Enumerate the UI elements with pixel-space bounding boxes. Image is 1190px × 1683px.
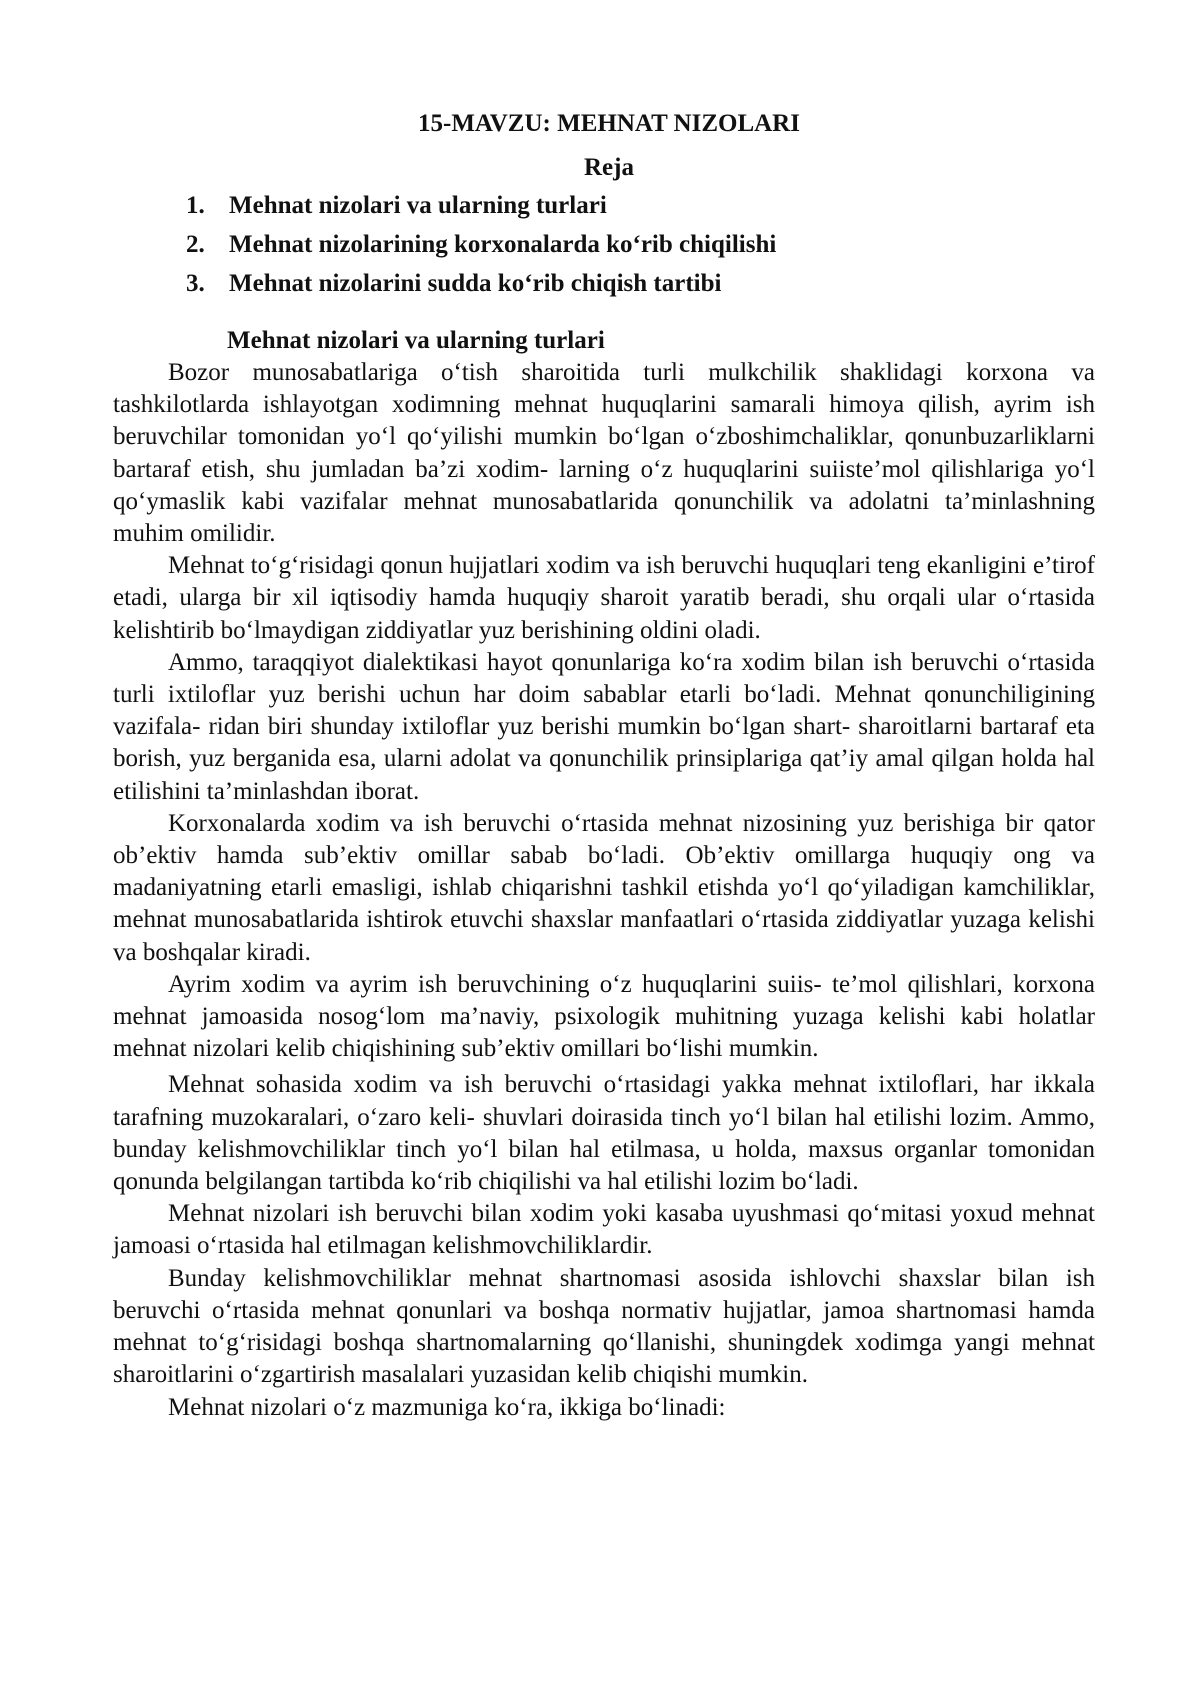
paragraph: Ayrim xodim va ayrim ish beruvchining o‘z huquqlarini suiis- te’mol qilishlari, korxona mehnat jamoasida nosog‘lom ma’naviy, psixologik muhitning yuzaga kelishi kabi holatlar mehnat nizolari kelib chiqishining sub’ektiv omillari bo‘lishi mumkin.: [113, 970, 1095, 1063]
document-title: 15-MAVZU: MEHNAT NIZOLARI: [418, 110, 800, 137]
paragraph: Bunday kelishmovchiliklar mehnat shartnomasi asosida ishlovchi shaxslar bilan ish beruvchi o‘rtasida mehnat qonunlari va boshqa normativ hujjatlar, jamoa shartnomasi hamda mehnat to‘g‘risidagi boshqa shartnomalarning qo‘llanishi, shuningdek xodimga yangi mehnat sharoitlarini o‘zgartirish masalalari yuzasidan kelib chiqishi mumkin.: [113, 1264, 1095, 1389]
document-page: [113, 108, 1095, 1424]
section-heading: Mehnat nizolari va ularning turlari: [227, 327, 605, 354]
paragraph: Mehnat nizolari o‘z mazmuniga ko‘ra, ikkiga bo‘linadi:: [168, 1393, 726, 1421]
plan-item-number: 1.: [186, 192, 205, 219]
plan-item-text: Mehnat nizolarining korxonalarda ko‘rib chiqilishi: [229, 231, 777, 258]
paragraph: Mehnat sohasida xodim va ish beruvchi o‘rtasidagi yakka mehnat ixtiloflari, har ikkala tarafning muzokaralari, o‘zaro keli- shuvlari doirasida tinch yo‘l bilan hal etilishi lozim. Ammo, bunday kelishmovchiliklar tinch yo‘l bilan hal etilmasa, u holda, maxsus organlar tomonidan qonunda belgilangan tartibda ko‘rib chiqilishi va hal etilishi lozim bo‘ladi.: [113, 1071, 1095, 1196]
paragraph: Ammo, taraqqiyot dialektikasi hayot qonunlariga ko‘ra xodim bilan ish beruvchi o‘rtasida turli ixtiloflar yuz berishi uchun har doim sabablar etarli bo‘ladi. Mehnat qonunchiligining vazifala- ridan biri shunday ixtiloflar yuz berishi mumkin bo‘lgan shart- sharoitlarni bartaraf eta borish, yuz berganida esa, ularni adolat va qonunchilik prinsiplariga qat’iy amal qilgan holda hal etilishini ta’minlashdan iborat.: [113, 648, 1095, 805]
plan-item: [113, 186, 1095, 225]
paragraph: Korxonalarda xodim va ish beruvchi o‘rtasida mehnat nizosining yuz berishiga bir qator ob’ektiv hamda sub’ektiv omillar sabab bo‘ladi. Ob’ektiv omillarga huquqiy ong va madaniyatning etarli emasligi, ishlab chiqarishni tashkil etishda yo‘l qo‘yiladigan kamchiliklar, mehnat munosabatlarida ishtirok etuvchi shaxslar manfaatlari o‘rtasida ziddiyatlar yuzaga kelishi va boshqalar kiradi.: [113, 809, 1095, 966]
paragraph: Bozor munosabatlariga o‘tish sharoitida turli mulkchilik shaklidagi korxona va tashkilotlarda ishlayotgan xodimning mehnat huquqlarini samarali himoya qilish, ayrim ish beruvchilar tomonidan yo‘l qo‘yilishi mumkin bo‘lgan o‘zboshimchaliklar, qonunbuzarliklarni bartaraf etish, shu jumladan ba’zi xodim- larning o‘z huquqlarini suiiste’mol qilishlariga yo‘l qo‘ymaslik kabi vazifalar mehnat munosabatlarida qonunchilik va adolatni ta’minlashning muhim omilidir.: [113, 359, 1095, 548]
paragraph: Mehnat nizolari ish beruvchi bilan xodim yoki kasaba uyushmasi qo‘mitasi yoxud mehnat jamoasi o‘rtasida hal etilmagan kelishmovchiliklardir.: [113, 1200, 1095, 1260]
plan-item-number: 2.: [186, 231, 205, 258]
plan-item-number: 3.: [186, 270, 205, 297]
plan-list: [113, 186, 1095, 303]
plan-item: [113, 225, 1095, 264]
plan-item-text: Mehnat nizolari va ularning turlari: [229, 192, 607, 219]
plan-item: [113, 264, 1095, 303]
paragraph: Mehnat to‘g‘risidagi qonun hujjatlari xodim va ish beruvchi huquqlari teng ekanligini e’tirof etadi, ularga bir xil iqtisodiy hamda huquqiy sharoit yaratib beradi, shu orqali ular o‘rtasida kelishtirib bo‘lmaydigan ziddiyatlar yuz berishining oldini oladi.: [113, 552, 1095, 644]
plan-item-text: Mehnat nizolarini sudda ko‘rib chiqish tartibi: [229, 270, 722, 297]
plan-heading: Reja: [584, 154, 634, 181]
